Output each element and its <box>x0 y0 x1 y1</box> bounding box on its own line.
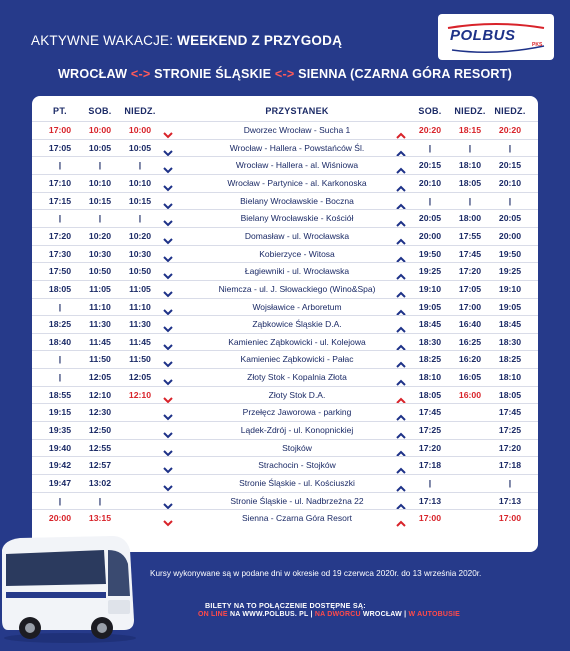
stop-name: Kamieniec Ząbkowicki - ul. Kolejowa <box>228 336 366 347</box>
time-pt: 19:35 <box>48 425 72 436</box>
time-r1: 20:20 <box>418 125 442 135</box>
time-r1: 20:05 <box>418 213 442 224</box>
time-r3: 20:00 <box>498 230 522 241</box>
time-niedz: 11:45 <box>129 336 151 347</box>
time-r3: 19:50 <box>498 248 522 259</box>
stop-name: Wojsławice - Arboretum <box>252 301 342 312</box>
time-r3: | <box>508 142 512 153</box>
route-from: WROCŁAW <box>57 67 128 81</box>
stop-name: Domasław - ul. Wrocławska <box>244 230 350 241</box>
table-row <box>32 386 538 404</box>
stop-name: Wrocław - Partynice - al. Karkonoska <box>227 177 367 188</box>
title-label: AKTYWNE WAKACJE: <box>31 33 178 48</box>
time-r2: | <box>468 195 472 206</box>
time-niedz: 12:10 <box>128 389 152 400</box>
time-r1: 19:50 <box>418 248 442 259</box>
table-row <box>32 439 538 457</box>
time-r3: 17:45 <box>498 407 522 418</box>
time-pt: 17:10 <box>48 177 72 188</box>
time-r2: 18:05 <box>458 177 482 188</box>
route-to: SIENNA (CZARNA GÓRA RESORT) <box>298 67 513 81</box>
time-r2: | <box>468 142 472 153</box>
stop-name: Lądek-Zdrój - ul. Konopnickiej <box>240 425 354 436</box>
stop-name: Stojków <box>282 442 312 453</box>
time-r2: 17:45 <box>458 248 482 259</box>
time-sob: 12:50 <box>88 425 112 436</box>
time-sob: | <box>98 495 102 506</box>
tickets-autobus: W AUTOBUSIE <box>408 611 461 618</box>
time-r1: 17:18 <box>418 460 442 471</box>
time-r3: 17:25 <box>498 425 522 436</box>
timetable-card <box>32 96 538 552</box>
time-pt: 19:42 <box>48 460 72 471</box>
time-r3: 17:20 <box>498 442 522 453</box>
table-row <box>32 492 538 510</box>
table-row <box>32 315 538 333</box>
time-r2: 16:05 <box>458 372 482 383</box>
title-bold: WEEKEND Z PRZYGODĄ <box>177 33 343 48</box>
time-r1: 20:10 <box>418 177 442 188</box>
time-r3: 17:00 <box>498 513 522 524</box>
tickets-heading: BILETY NA TO POŁĄCZENIE DOSTĘPNE SĄ: <box>205 601 366 610</box>
time-pt: | <box>58 354 62 365</box>
time-pt: | <box>58 213 62 224</box>
time-r3: 20:15 <box>498 160 522 171</box>
time-pt: 18:25 <box>48 319 72 330</box>
header-niedz-return-2: NIEDZ. <box>494 106 526 116</box>
tickets-online: ON LINE <box>198 611 228 618</box>
time-sob: 10:20 <box>88 230 112 241</box>
time-sob: 12:10 <box>88 389 112 400</box>
time-r3: 18:30 <box>498 336 522 347</box>
table-row <box>32 298 538 316</box>
time-pt: 18:55 <box>48 389 72 400</box>
time-niedz: 11:50 <box>129 354 151 365</box>
time-r3: | <box>508 195 512 206</box>
time-sob: 10:05 <box>88 142 112 153</box>
time-r1: 17:13 <box>418 495 442 506</box>
time-sob: 11:05 <box>89 283 111 294</box>
table-row <box>32 121 538 139</box>
time-r1: 17:25 <box>418 425 442 436</box>
time-r1: 18:25 <box>418 354 442 365</box>
time-sob: 13:15 <box>88 513 112 524</box>
time-pt: 18:40 <box>48 336 72 347</box>
time-r2: 17:05 <box>458 283 482 294</box>
time-pt: 17:00 <box>48 125 72 135</box>
time-niedz: 10:15 <box>128 195 152 206</box>
time-sob: | <box>98 160 102 171</box>
tickets-dworzec: NA DWORCU <box>314 611 361 618</box>
stop-name: Stronie Śląskie - ul. Kościuszki <box>239 478 355 488</box>
table-row <box>32 209 538 227</box>
time-r3: 17:18 <box>498 460 522 471</box>
header-sob: SOB. <box>88 106 112 116</box>
stop-name: Bielany Wrocławskie - Boczna <box>240 195 354 206</box>
chevron-down-icon <box>163 514 173 532</box>
table-row <box>32 474 538 492</box>
tickets-info <box>198 611 460 618</box>
table-row <box>32 421 538 439</box>
time-sob: 13:02 <box>88 478 112 488</box>
table-row <box>32 333 538 351</box>
time-r3: 17:13 <box>498 495 522 506</box>
time-r1: | <box>428 478 432 488</box>
table-row <box>32 350 538 368</box>
header-pt: PT. <box>53 106 67 116</box>
time-sob: 12:05 <box>88 372 112 383</box>
time-r1: 18:10 <box>418 372 442 383</box>
stop-name: Złoty Stok D.A. <box>268 389 326 400</box>
time-niedz: | <box>138 213 142 224</box>
time-r3: 18:05 <box>498 389 522 400</box>
time-sob: 11:30 <box>89 319 111 330</box>
time-r3: 20:05 <box>498 213 522 224</box>
time-r3: 19:05 <box>498 301 522 312</box>
time-niedz: 11:30 <box>129 319 151 330</box>
time-sob: 10:50 <box>88 266 112 277</box>
time-r1: 18:05 <box>418 389 442 400</box>
time-sob: | <box>98 213 102 224</box>
time-r2: 18:00 <box>458 213 482 224</box>
time-sob: 10:00 <box>88 125 112 135</box>
stop-name: Kamieniec Ząbkowicki - Pałac <box>240 354 354 365</box>
time-r3: 18:10 <box>498 372 522 383</box>
stop-name: Złoty Stok - Kopalnia Złota <box>247 372 347 383</box>
time-r1: 18:45 <box>418 319 442 330</box>
table-row <box>32 245 538 263</box>
route-mid: STRONIE ŚLĄSKIE <box>154 67 272 81</box>
table-row <box>32 156 538 174</box>
table-row <box>32 280 538 298</box>
table-row <box>32 174 538 192</box>
stop-name: Kobierzyce - Witosa <box>259 248 335 259</box>
time-r1: 17:45 <box>418 407 442 418</box>
time-pt: | <box>58 495 62 506</box>
time-pt: 19:40 <box>48 442 72 453</box>
time-r2: 17:20 <box>458 266 482 277</box>
table-row <box>32 192 538 210</box>
time-niedz: 11:10 <box>129 301 151 312</box>
stop-name: Dworzec Wrocław - Sucha 1 <box>243 125 351 135</box>
stop-name: Niemcza - ul. J. Słowackiego (Wino&Spa) <box>218 283 376 294</box>
chevron-up-icon <box>396 514 406 532</box>
stop-name: Sienna - Czarna Góra Resort <box>241 513 353 524</box>
time-niedz: 10:30 <box>128 248 152 259</box>
time-sob: 11:45 <box>89 336 111 347</box>
time-r2: 16:00 <box>458 389 482 400</box>
time-pt: 17:05 <box>48 142 72 153</box>
time-r1: | <box>428 195 432 206</box>
tickets-wroclaw: WROCŁAW | <box>360 611 409 618</box>
stop-name: Bielany Wrocławskie - Kościół <box>240 213 354 224</box>
stop-name: Stronie Śląskie - ul. Nadbrzeżna 22 <box>230 495 364 506</box>
stop-name: Wrocław - Hallera - al. Wiśniowa <box>235 160 359 171</box>
page-title <box>31 33 342 48</box>
table-row <box>32 368 538 386</box>
table-row <box>32 139 538 157</box>
time-r3: 19:10 <box>498 283 522 294</box>
time-r3: 18:25 <box>498 354 522 365</box>
time-niedz: 10:10 <box>128 177 152 188</box>
time-r3: 18:45 <box>498 319 522 330</box>
time-pt: 19:15 <box>48 407 72 418</box>
time-sob: 10:15 <box>88 195 112 206</box>
table-row <box>32 456 538 474</box>
time-r1: | <box>428 142 432 153</box>
time-sob: 11:50 <box>89 354 111 365</box>
time-r2: 16:20 <box>458 354 482 365</box>
time-sob: 10:10 <box>88 177 112 188</box>
polbus-logo <box>438 14 554 60</box>
header-niedz: NIEDZ. <box>124 106 156 116</box>
header-stop: PRZYSTANEK <box>265 106 329 116</box>
time-niedz: 11:05 <box>129 283 151 294</box>
time-r1: 17:00 <box>418 513 442 524</box>
table-row <box>32 227 538 245</box>
time-r1: 19:10 <box>418 283 442 294</box>
time-r1: 20:15 <box>418 160 442 171</box>
route-arrow-1: <-> <box>130 67 151 81</box>
time-niedz: 10:00 <box>128 125 152 135</box>
time-niedz: 10:20 <box>128 230 152 241</box>
time-r2: 17:55 <box>458 230 482 241</box>
time-r1: 19:25 <box>418 266 442 277</box>
time-r1: 19:05 <box>418 301 442 312</box>
time-pt: | <box>58 372 62 383</box>
time-r1: 20:00 <box>418 230 442 241</box>
header-sob-return: SOB. <box>418 106 442 116</box>
time-niedz: 12:05 <box>128 372 152 383</box>
stop-name: Ząbkowice Śląskie D.A. <box>252 319 342 330</box>
time-niedz: | <box>138 160 142 171</box>
time-sob: 11:10 <box>89 301 111 312</box>
time-r1: 18:30 <box>418 336 442 347</box>
time-pt: 17:20 <box>48 230 72 241</box>
validity-note: Kursy wykonywane są w podane dni w okresie od 19 czerwca 2020r. do 13 września 2020r. <box>150 569 482 578</box>
time-niedz: 10:05 <box>128 142 152 153</box>
table-header <box>32 96 538 120</box>
time-r3: 20:10 <box>498 177 522 188</box>
time-pt: 20:00 <box>48 513 72 524</box>
time-r2: 16:25 <box>458 336 482 347</box>
stop-name: Strachocin - Stojków <box>258 460 336 471</box>
time-sob: 12:55 <box>88 442 112 453</box>
time-pt: 17:15 <box>48 195 72 206</box>
time-pt: 17:30 <box>48 248 72 259</box>
time-pt: 17:50 <box>48 266 72 277</box>
time-sob: 12:30 <box>88 407 112 418</box>
time-r2: 17:00 <box>458 301 482 312</box>
route-arrow-2: <-> <box>274 67 295 81</box>
time-r3: 20:20 <box>498 125 522 135</box>
stop-name: Wrocław - Hallera - Powstańców Śl. <box>229 142 365 153</box>
table-row <box>32 403 538 421</box>
stop-name: Łagiewniki - ul. Wrocławska <box>244 266 350 277</box>
time-pt: | <box>58 160 62 171</box>
route-line <box>0 67 570 81</box>
logo-pks: PKS <box>532 42 543 48</box>
time-sob: 10:30 <box>88 248 112 259</box>
logo-text: POLBUS <box>450 27 516 44</box>
time-r1: 17:20 <box>418 442 442 453</box>
header-niedz-return: NIEDZ. <box>454 106 486 116</box>
time-pt: 18:05 <box>48 283 72 294</box>
time-pt: 19:47 <box>48 478 72 488</box>
time-r3: | <box>508 478 512 488</box>
time-pt: | <box>58 301 62 312</box>
time-r3: 19:25 <box>498 266 522 277</box>
time-sob: 12:57 <box>88 460 112 471</box>
tickets-www: NA WWW.POLBUS. PL | <box>227 611 315 618</box>
bus-illustration <box>0 520 140 645</box>
time-r2: 18:15 <box>458 125 482 135</box>
time-niedz: 10:50 <box>128 266 152 277</box>
table-row <box>32 262 538 280</box>
stop-name: Przełęcz Jaworowa - parking <box>242 407 352 418</box>
time-r2: 18:10 <box>458 160 482 171</box>
time-r2: 16:40 <box>458 319 482 330</box>
